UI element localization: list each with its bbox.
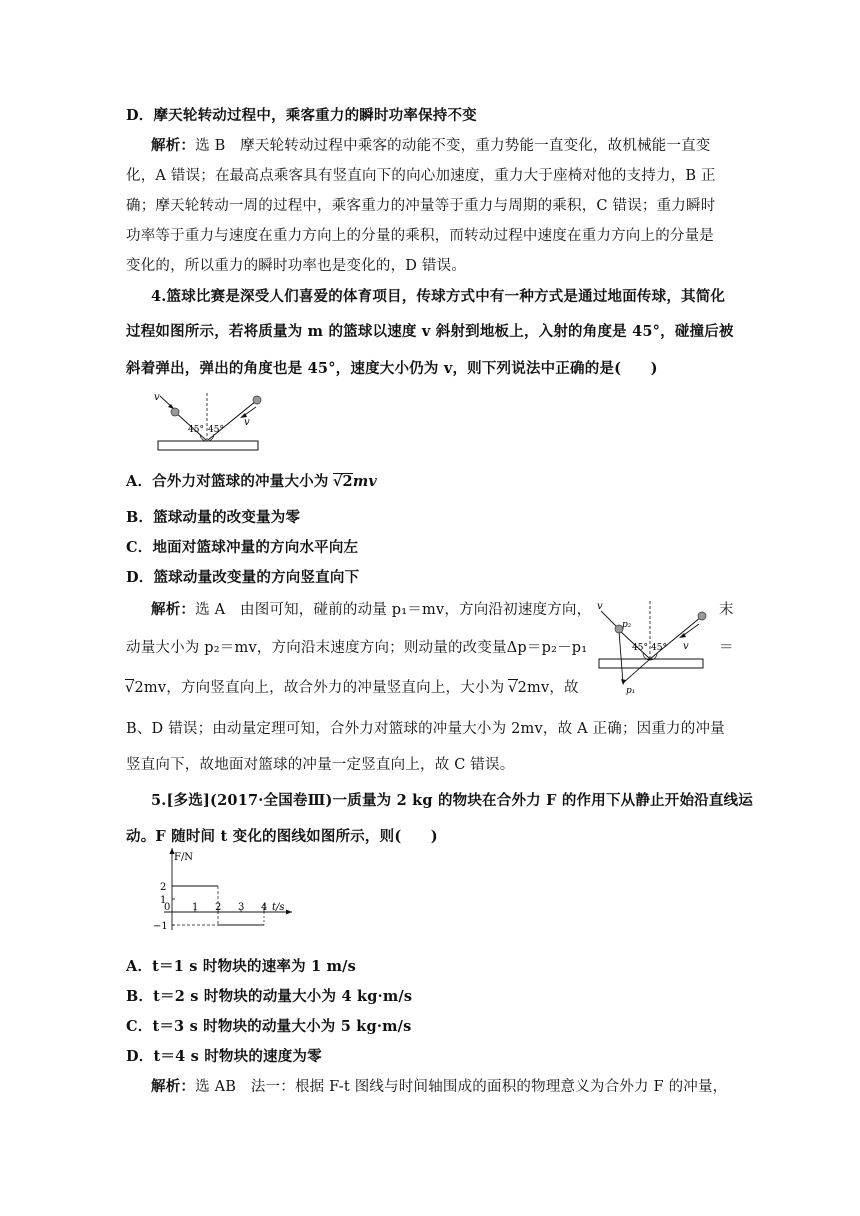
q4-analysis-line-5: 竖直向下，故地面对篮球的冲量一定竖直向上，故 C 错误。 [126, 757, 515, 773]
q5-analysis-line-1 [151, 1075, 727, 1096]
analysis-label: 解析： [151, 1078, 196, 1095]
q3-analysis-line-2: 化，A 错误；在最高点乘客具有竖直向下的向心加速度，重力大于座椅对他的支持力，B 正 [126, 168, 716, 184]
x-tick-label: 1 [192, 902, 199, 913]
v-label-right: v [683, 641, 689, 652]
ball-left [171, 408, 179, 416]
angle-label-right: 45° [651, 643, 667, 653]
y-tick-label: 2 [160, 882, 167, 893]
q5-option-b: B．t＝2 s 时物块的动量大小为 4 kg·m/s [126, 988, 413, 1005]
q5-option-c: C．t＝3 s 时物块的动量大小为 5 kg·m/s [126, 1018, 412, 1035]
analysis-text: 2mv，方向竖直向上，故合外力的冲量竖直向上，大小为 [134, 680, 510, 696]
sqrt-radicand: 2 [342, 473, 353, 490]
option-a-text: A．合外力对篮球的冲量大小为 [126, 473, 334, 490]
analysis-label: 解析： [151, 137, 196, 154]
angle-label-right: 45° [208, 425, 224, 435]
q5-stem-line-1: 5.[多选](2017·全国卷Ⅲ)一质量为 2 kg 的物块在合外力 F 的作用下从静止开始沿直线运 [151, 792, 753, 809]
p2-label: p₂ [622, 620, 632, 630]
y-tick-label: 1 [160, 895, 167, 906]
q3-analysis-line-5: 变化的，所以重力的瞬时功率也是变化的，D 错误。 [126, 258, 467, 274]
x-tick-label: 4 [261, 902, 268, 913]
q5-option-a: A．t＝1 s 时物块的速率为 1 m/s [126, 958, 356, 975]
angle-label-left: 45° [632, 643, 648, 653]
analysis-text: 选 A 由图可知，碰前的动量 p₁＝mv，方向沿初速度方向， [195, 602, 592, 618]
analysis-label: 解析： [151, 601, 196, 618]
q3-option-d: D．摩天轮转动过程中，乘客重力的瞬时功率保持不变 [126, 107, 477, 124]
analysis-text: 选 B 摩天轮转动过程中乘客的动能不变，重力势能一直变化，故机械能一直变 [195, 138, 711, 154]
q4-analysis-line-2: 动量大小为 p₂＝mv，方向沿末速度方向；则动量的改变量Δp＝p₂－p₁ [126, 640, 588, 656]
p2-vector [619, 631, 623, 683]
x-axis-label: t/s [272, 902, 285, 913]
q5-option-d: D．t＝4 s 时物块的速度为零 [126, 1048, 322, 1065]
v-label-right: v [244, 417, 250, 428]
q4-option-a [126, 470, 377, 491]
q4-option-d: D．篮球动量改变量的方向竖直向下 [126, 569, 360, 586]
q4-analysis-line-3 [126, 676, 579, 697]
ball-right [698, 612, 706, 620]
x-tick-label: 0 [164, 902, 171, 913]
p1-label: p₁ [626, 686, 636, 696]
chart-axes [164, 848, 292, 930]
floor [158, 441, 258, 450]
q4-option-b: B．篮球动量的改变量为零 [126, 509, 301, 526]
sqrt-symbol: √ [125, 680, 135, 696]
analysis-text: 2mv，故 [517, 680, 579, 696]
q4-stem-line-2: 过程如图所示，若将质量为 m 的篮球以速度 v 斜射到地板上，入射的角度是 45°，碰撞后被 [126, 323, 734, 340]
q5-stem-line-2: 动。F 随时间 t 变化的图线如图所示，则( ) [126, 828, 438, 845]
q4-analysis-line-1 [151, 598, 591, 619]
q4-stem-line-3: 斜着弹出，弹出的角度也是 45°，速度大小仍为 v，则下列说法中正确的是( ) [126, 360, 658, 377]
x-tick-label: 2 [215, 902, 222, 913]
x-axis-arrow [286, 910, 292, 915]
y-tick-label: −1 [153, 921, 168, 932]
x-tick-label: 3 [238, 902, 245, 913]
v-label-left: v [154, 392, 160, 403]
option-a-suffix: mv [352, 473, 378, 490]
q5-force-time-chart [150, 848, 295, 940]
q3-analysis-line-1 [151, 134, 711, 155]
q4-analysis-line-2-end: ＝ [719, 640, 734, 656]
sqrt-symbol: √ [508, 680, 518, 696]
q4-analysis-figure [593, 597, 708, 699]
q4-basketball-figure [150, 387, 265, 455]
v-label-left: v [597, 601, 603, 612]
q4-analysis-line-1-end: 末 [719, 602, 734, 618]
q4-option-c: C．地面对篮球冲量的方向水平向左 [126, 539, 359, 556]
floor [599, 659, 703, 668]
sqrt-symbol: √2 [332, 473, 353, 490]
y-axis-label: F/N [174, 852, 194, 863]
angle-label-left: 45° [188, 425, 204, 435]
q3-analysis-line-4: 功率等于重力与速度在重力方向上的分量的乘积，而转动过程中速度在重力方向上的分量是 [126, 228, 714, 244]
arrowhead-p [621, 679, 626, 685]
ball-right [253, 396, 261, 404]
q4-stem-line-1: 4.篮球比赛是深受人们喜爱的体育项目，传球方式中有一种方式是通过地面传球，其简化 [151, 288, 726, 305]
velocity-arrow-left [601, 611, 617, 627]
chart-marks [153, 882, 267, 932]
analysis-text: 选 AB 法一：根据 F-t 图线与时间轴围成的面积的物理意义为合外力 F 的冲量， [195, 1079, 728, 1095]
q3-analysis-line-3: 确；摩天轮转动一周的过程中，乘客重力的冲量等于重力与周期的乘积，C 错误；重力瞬时 [126, 198, 716, 214]
q4-analysis-line-4: B、D 错误；由动量定理可知，合外力对篮球的冲量大小为 2mv，故 A 正确；因重力的冲量 [126, 721, 725, 737]
p1-vector [623, 659, 650, 683]
